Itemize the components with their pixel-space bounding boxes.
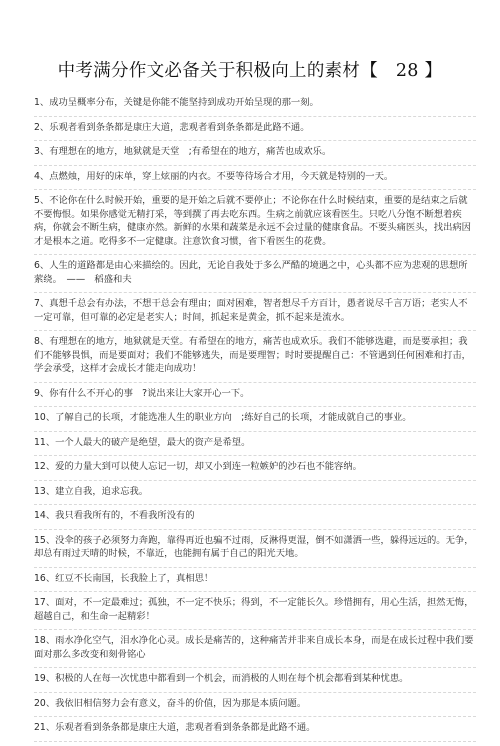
list-item: 2、乐观者看到条条都是康庄大道，悲观者看到条条都是此路不通。 bbox=[34, 121, 476, 142]
list-item: 1、成功呈概率分布，关键是你能不能坚持到成功开始呈现的那一刻。 bbox=[34, 96, 476, 117]
list-item: 10、了解自己的长项，才能选准人生的职业方向 ;练好自己的长项，才能成就自己的事业。 bbox=[34, 411, 476, 432]
list-item: 18、雨水净化空气，泪水净化心灵。成长是痛苦的，这种痛苦并非来自成长本身，而是在成长过程中我们要面对那么多改变和刻骨铭心 bbox=[34, 634, 476, 668]
list-item: 14、我只看我所有的，不看我所没有的 bbox=[34, 509, 476, 530]
list-item: 6、人生的道路都是由心来描绘的。因此，无论自我处于多么严酷的境遇之中，心头都不应为悲观的思想所萦绕。 —— 稻盛和夫 bbox=[34, 259, 476, 293]
list-item: 3、有理想在的地方，地狱就是天堂 ;有希望在的地方，痛苦也成欢乐。 bbox=[34, 145, 476, 166]
list-item: 4、点燃烛，用好的床单，穿上炫丽的内衣。不要等待场合才用，今天就是特别的一天。 bbox=[34, 170, 476, 191]
document-title: 中考满分作文必备关于积极向上的素材【 28 】 bbox=[57, 61, 443, 81]
list-item: 16、红豆不长南国，长我脸上了，真相思！ bbox=[34, 572, 476, 593]
paragraph-list bbox=[34, 96, 476, 746]
list-item: 7、真想千总会有办法，不想干总会有理由；面对困难，智者想尽千方百计，愚者说尽千言万语；老实人不一定可靠，但可靠的必定是老实人；时间，抓起来是黄金，抓不起来是流水。 bbox=[34, 297, 476, 331]
list-item: 21、乐观者看到条条都是康庄大道，悲观者看到条条都是此路不通。 bbox=[34, 721, 476, 742]
list-item: 8、有理想在的地方，地狱就是天堂。有希望在的地方，痛苦也成欢乐。我们不能够选避，而是要承担；我们不能够畏惧，而是要面对；我们不能够逃失，而是要理智；时时要提醒自己：不管遇到任何困难和打击，学会承受，这样才会成长才能走向成功！ bbox=[34, 335, 476, 383]
list-item: 9、你有什么不开心的事 ?说出来让大家开心一下。 bbox=[34, 387, 476, 408]
list-item: 20、我依旧相信努力会有意义，奋斗的价值，因为那是本质问题。 bbox=[34, 697, 476, 718]
list-item: 15、没伞的孩子必须努力奔跑，靠得再近也骗不过雨，反淋得更湿，倒不如潇洒一些，躲得远远的。无争，却总有雨过天晴的时候，不靠近，也能拥有属于自己的阳光天地。 bbox=[34, 534, 476, 568]
list-item: 11、一个人最大的破产是绝望，最大的资产是希望。 bbox=[34, 436, 476, 457]
list-item: 19、积极的人在每一次忧患中都看到一个机会，而消极的人则在每个机会都看到某种忧患。 bbox=[34, 672, 476, 693]
list-item: 12、爱的力量大到可以使人忘记一切，却又小到连一粒嫉妒的沙石也不能容纳。 bbox=[34, 460, 476, 481]
list-item: 13、建立自我，追求忘我。 bbox=[34, 485, 476, 506]
list-item: 17、面对，不一定最难过；孤独，不一定不快乐；得到，不一定能长久。珍惜拥有，用心生活，担然无悔，超越自己，和生命一起精彩！ bbox=[34, 596, 476, 630]
list-item: 5、不论你在什么时候开始，重要的是开始之后就不要停止；不论你在什么时候结束，重要的是结束之后就不要悔恨。如果你感觉无精打采，等到撰了再去吃东西。生病之前就应该看医生。只吃八分饱不断想着疾病，你就会不断生病，健康亦然。新鲜的水果和蔬菜是永远不会过量的健康食品。不要头痛医头，找出病因才是根本之道。吃得多不一定健康。注意饮食习惯，省下看医生的花费。 bbox=[34, 194, 476, 255]
